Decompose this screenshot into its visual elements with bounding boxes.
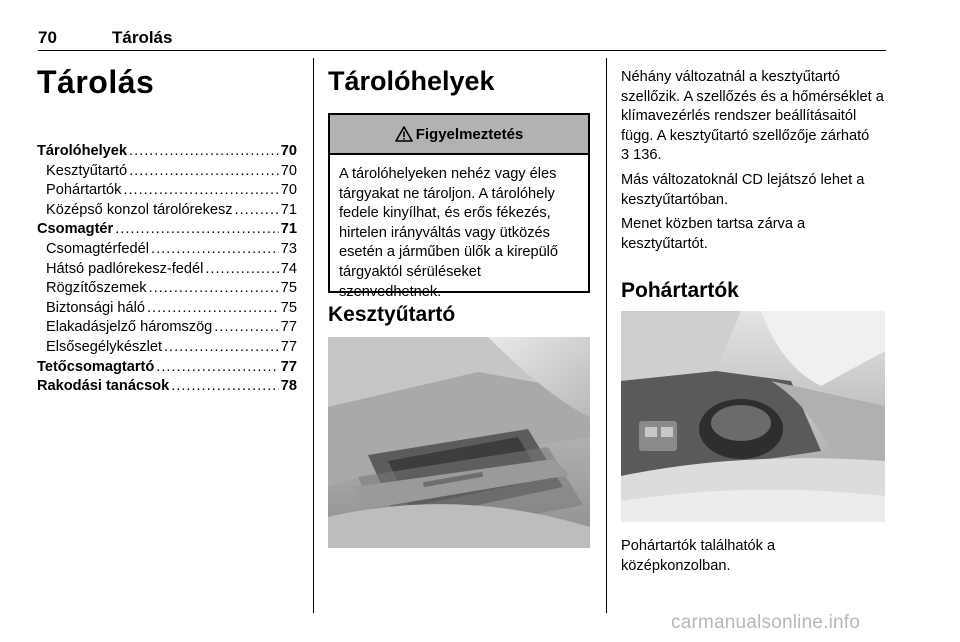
warning-triangle-icon: [395, 126, 413, 142]
header-rule: [38, 50, 886, 51]
toc-entry-label: Pohártartók: [46, 182, 122, 199]
toc-leader-dots: [129, 162, 279, 182]
warning-text: A tárolóhelyeken nehéz vagy éles tárgyakat ne tároljon. A tárolóhely fedele kinyílhat, és erős fékezés, hirtelen irányváltás vagy ütközés esetén a járműben ülők a kirepülő tárgyaktól sérüléseket szenvedhetnek.: [339, 166, 559, 300]
cupholders-photo: [621, 311, 885, 522]
toc-entry-page: 71: [280, 201, 297, 218]
warning-box: [328, 113, 590, 300]
toc-entry-label: Hátsó padlórekesz-fedél: [46, 260, 204, 277]
toc-entry-label: Középső konzol tárolórekesz: [46, 201, 233, 218]
toc-entry-label: Tetőcsomagtartó: [37, 358, 155, 375]
toc-entry[interactable]: [37, 142, 297, 162]
toc-entry[interactable]: [37, 260, 297, 280]
toc-entry[interactable]: [37, 220, 297, 240]
toc-leader-dots: [151, 240, 279, 260]
toc-entry[interactable]: [37, 240, 297, 260]
toc-entry-page: 75: [280, 299, 297, 316]
column-divider-2: [606, 58, 607, 613]
toc-leader-dots: [214, 318, 278, 338]
toc-leader-dots: [129, 142, 279, 162]
toc-leader-dots: [171, 377, 279, 397]
toc-entry-label: Rögzítőszemek: [46, 280, 147, 297]
glovebox-paragraph-2: Más változatoknál CD lejátszó lehet a kesztyűtartóban.: [621, 171, 865, 208]
toc-entry-label: Elakadásjelző háromszög: [46, 319, 213, 336]
toc-entry-page: 78: [280, 378, 297, 395]
warning-header: [330, 115, 588, 155]
toc-entry-page: 77: [280, 338, 297, 355]
toc-entry-label: Elsősegélykészlet: [46, 338, 162, 355]
toc-leader-dots: [123, 181, 278, 201]
toc-leader-dots: [235, 201, 279, 221]
toc-entry-page: 70: [280, 182, 297, 199]
toc-entry-page: 73: [280, 240, 297, 257]
cupholders-title: Pohártartók: [621, 279, 739, 302]
table-of-contents: [37, 142, 297, 397]
chapter-title: Tárolás: [37, 64, 155, 100]
toc-entry-label: Kesztyűtartó: [46, 162, 128, 179]
column-divider-1: [313, 58, 314, 613]
page-reference[interactable]: 3 136.: [621, 147, 662, 164]
glovebox-photo: [328, 337, 590, 548]
glovebox-title: Kesztyűtartó: [328, 303, 456, 326]
toc-entry[interactable]: [37, 201, 297, 221]
toc-leader-dots: [115, 220, 279, 240]
toc-entry-page: 71: [280, 221, 297, 238]
toc-entry-label: Csomagtérfedél: [46, 240, 150, 257]
toc-entry[interactable]: [37, 181, 297, 201]
toc-leader-dots: [205, 260, 278, 280]
glovebox-body: [621, 68, 891, 259]
running-header-title: Tárolás: [112, 28, 173, 47]
toc-entry[interactable]: [37, 279, 297, 299]
toc-entry[interactable]: [37, 162, 297, 182]
cupholders-caption: Pohártartók találhatók a középkonzolban.: [621, 538, 776, 574]
toc-entry-page: 77: [280, 358, 297, 375]
toc-entry[interactable]: [37, 377, 297, 397]
glovebox-paragraph-3: Menet közben tartsa zárva a kesztyűtartót.: [621, 216, 806, 252]
toc-entry[interactable]: [37, 318, 297, 338]
toc-entry-label: Rakodási tanácsok: [37, 378, 170, 395]
toc-entry-page: 70: [280, 143, 297, 159]
page-number: 70: [38, 28, 57, 47]
toc-entry-page: 77: [280, 319, 297, 336]
toc-leader-dots: [156, 358, 278, 378]
toc-leader-dots: [149, 279, 279, 299]
toc-leader-dots: [147, 299, 279, 319]
section-title: Tárolóhelyek: [328, 66, 495, 96]
warning-heading: Figyelmeztetés: [415, 125, 524, 143]
toc-entry[interactable]: [37, 358, 297, 378]
toc-entry[interactable]: [37, 299, 297, 319]
watermark: carmanualsonline.info: [671, 612, 861, 633]
toc-entry-label: Tárolóhelyek: [37, 143, 128, 159]
toc-entry-label: Biztonsági háló: [46, 299, 145, 316]
toc-entry-page: 70: [280, 162, 297, 179]
toc-entry[interactable]: [37, 338, 297, 358]
toc-entry-page: 74: [280, 260, 297, 277]
toc-entry-page: 75: [280, 280, 297, 297]
glovebox-paragraph-1: Néhány változatnál a kesztyűtartó szellőzik. A szellőzés és a hőmérséklet a klímavezérlés rendszer beállításaitól függ. A kesztyűtartó szellőzője zárható 3 136.: [621, 69, 884, 164]
toc-entry-label: Csomagtér: [37, 221, 114, 238]
toc-leader-dots: [164, 338, 279, 358]
